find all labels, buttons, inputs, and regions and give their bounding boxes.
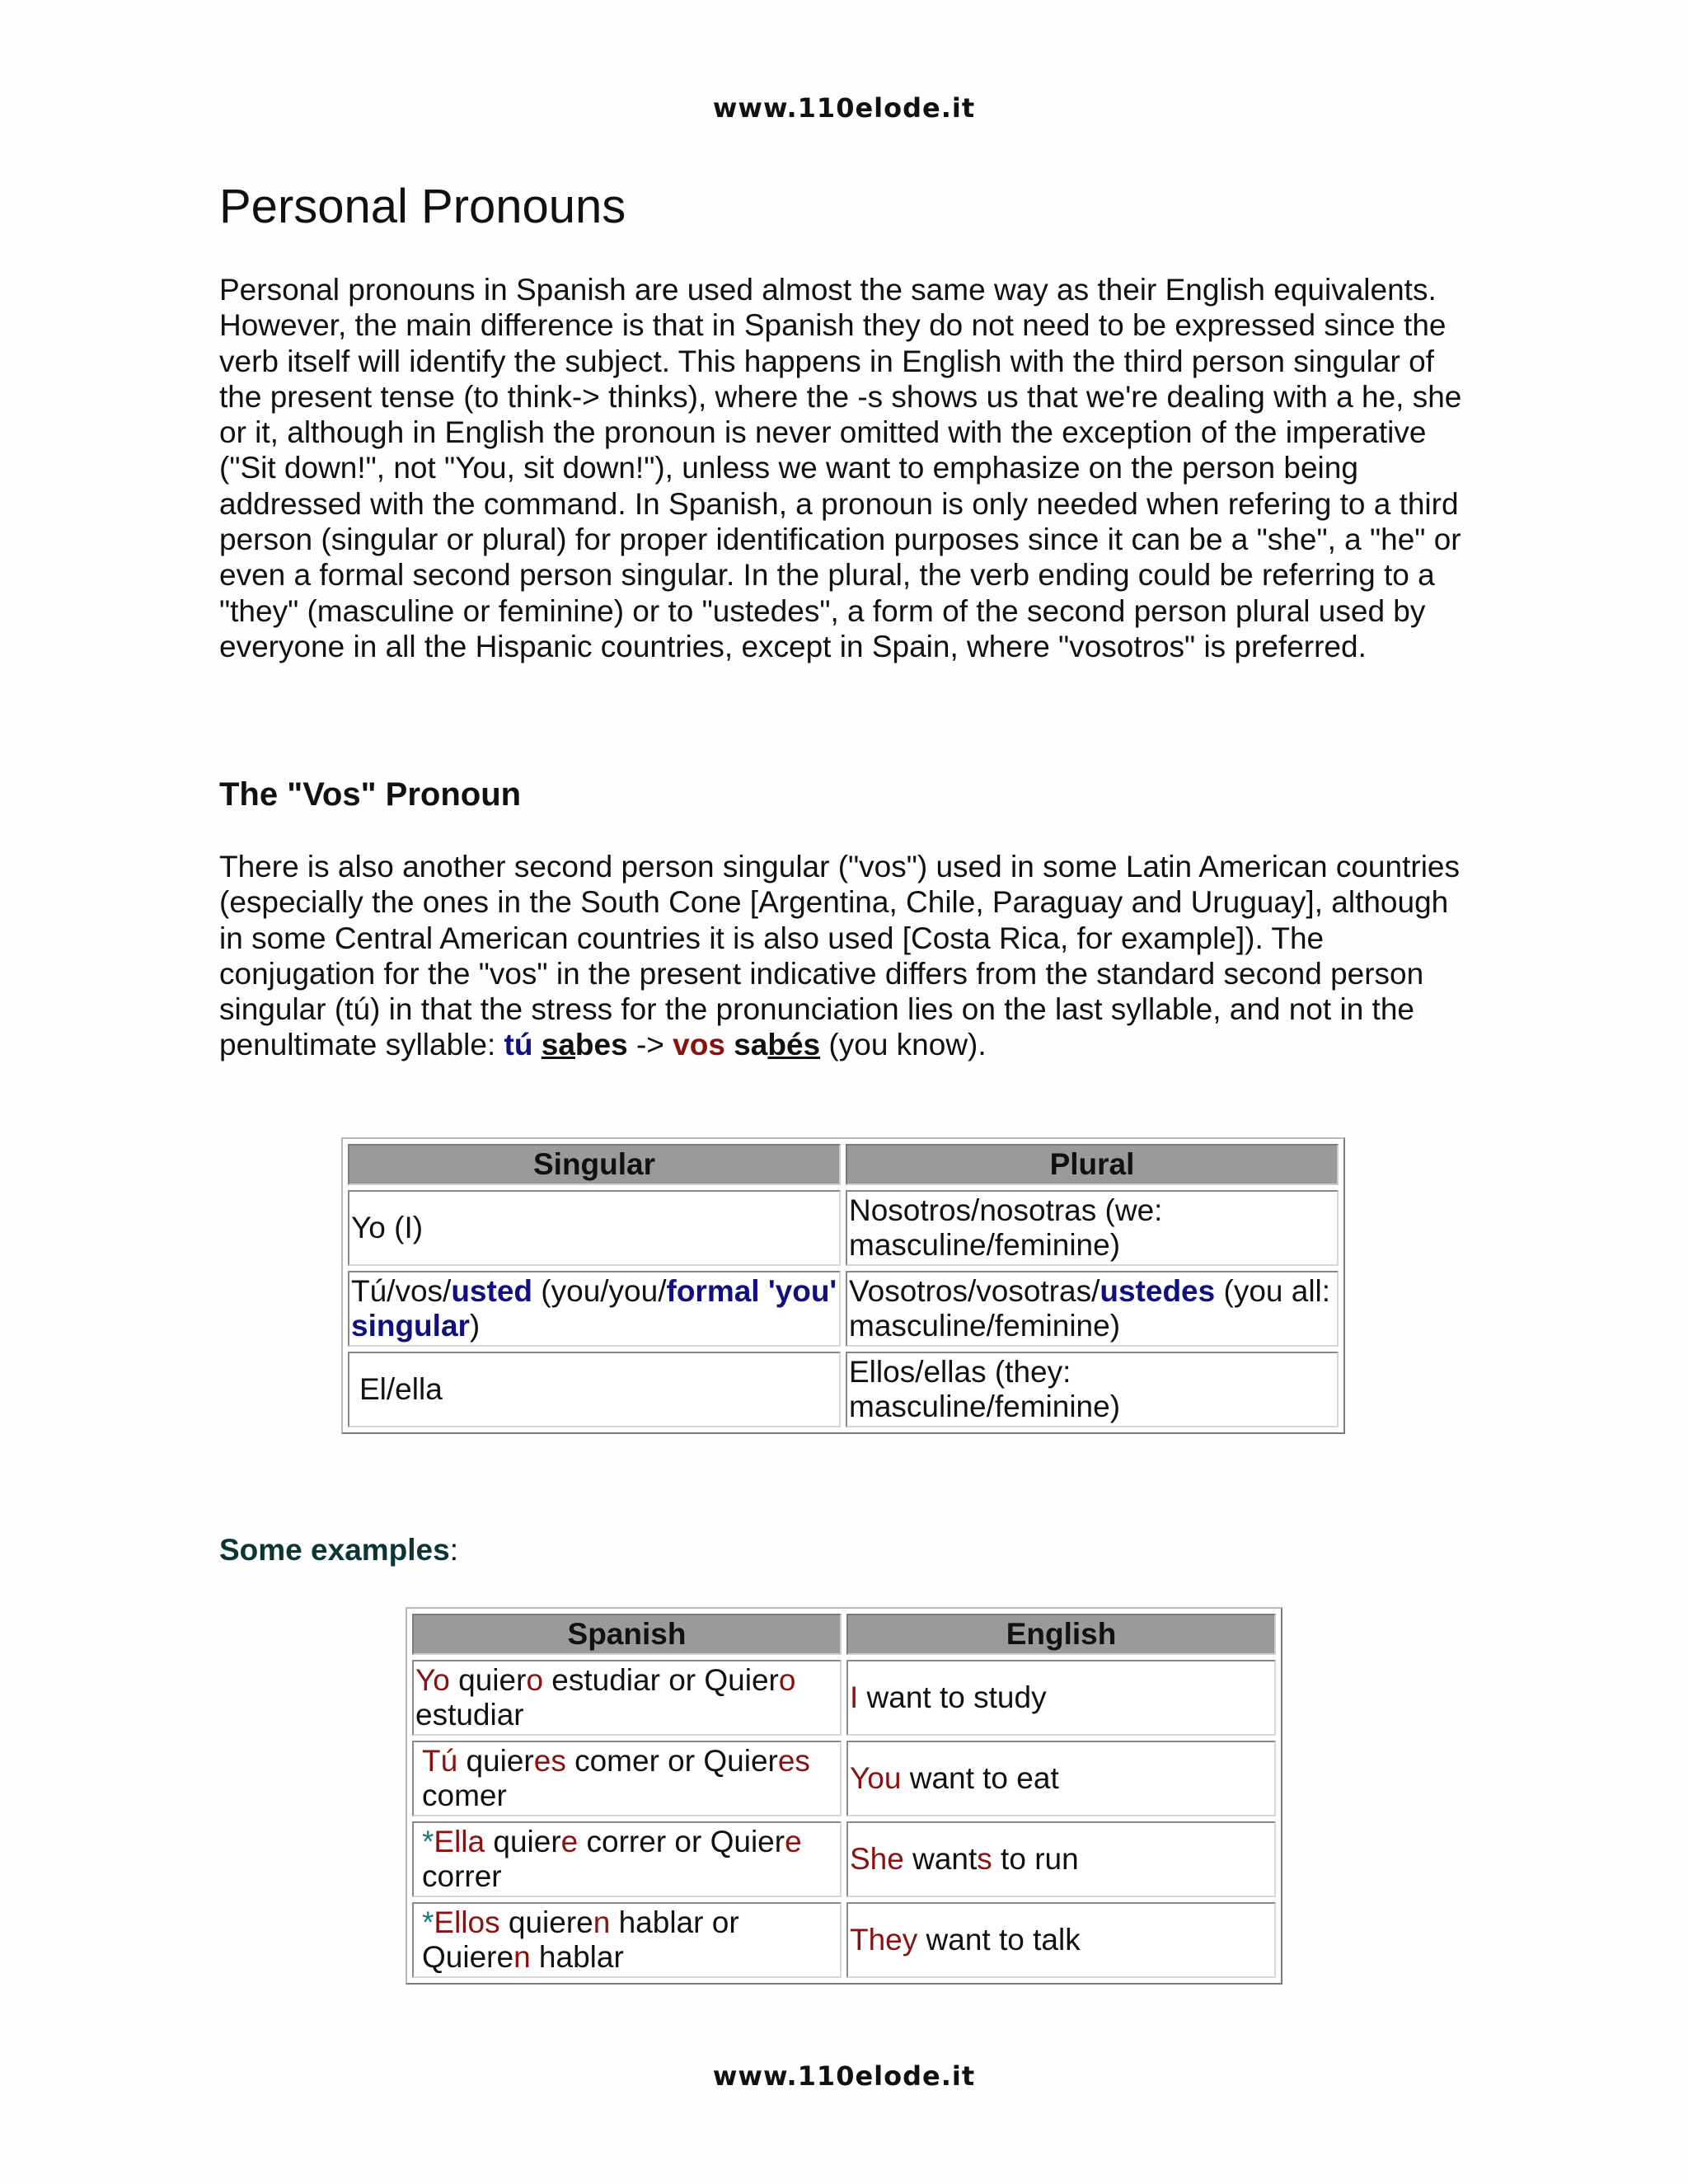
examples-title-wrap xyxy=(219,1533,1472,1568)
plural-cell: Ellos/ellas (they: masculine/feminine) xyxy=(846,1352,1339,1427)
pronoun-text: They xyxy=(850,1923,918,1957)
cell-text: (you/you/ xyxy=(532,1274,667,1308)
english-cell xyxy=(846,1902,1276,1978)
sabes-stressed-syllable: sa xyxy=(541,1028,575,1062)
pronoun-table xyxy=(341,1137,1345,1434)
sabes-vos-stressed-syllable: bés xyxy=(767,1028,821,1062)
cell-text: correr xyxy=(422,1859,502,1893)
ending-text: n xyxy=(513,1940,531,1974)
cell-text: want to study xyxy=(858,1680,1047,1714)
page-title: Personal Pronouns xyxy=(219,180,626,233)
cell-text: Vosotros/vosotras/ xyxy=(849,1274,1100,1308)
site-url-footer[interactable]: www.110elode.it xyxy=(712,2060,976,2092)
asterisk-mark: * xyxy=(422,1905,434,1939)
singular-cell: Yo (I) xyxy=(348,1190,841,1266)
english-cell xyxy=(846,1660,1276,1736)
examples-title: Some examples xyxy=(219,1533,450,1567)
cell-text: ) xyxy=(469,1309,481,1343)
plural-header: Plural xyxy=(846,1144,1339,1185)
table-row xyxy=(412,1660,1276,1736)
ending-text: es xyxy=(777,1744,810,1778)
site-url-header[interactable]: www.110elode.it xyxy=(712,92,976,124)
cell-text: quier xyxy=(485,1825,561,1858)
pronoun-text: I xyxy=(850,1680,859,1714)
plural-cell xyxy=(846,1271,1339,1347)
sabes-vos-start: sa xyxy=(734,1028,768,1062)
cell-text: want xyxy=(903,1842,978,1876)
pronoun-text: Tú xyxy=(422,1744,458,1778)
pronoun-text: You xyxy=(850,1761,902,1795)
spanish-cell xyxy=(412,1741,842,1816)
cell-text: want to eat xyxy=(901,1761,1059,1795)
pronoun-text: Yo xyxy=(415,1663,450,1697)
intro-section xyxy=(219,272,1472,664)
vos-para-tail: (you know). xyxy=(820,1028,987,1062)
pronoun-table-header xyxy=(348,1144,1339,1185)
usted-word: usted xyxy=(451,1274,533,1308)
intro-paragraph: Personal pronouns in Spanish are used almost the same way as their English equivalents. However, the main difference is that in Spanish they do not need to be expressed since the verb itself will identify the subject. This happens in English with the third person singular of the present tense (to think-> thinks), where the -s shows us that we're dealing with a he, she or it, although in English the pronoun is never omitted with the exception of the imperative ("Sit down!", not "You, sit down!"), unless we want to emphasize on the person being addressed with the command. In Spanish, a pronoun is only needed when refering to a third person (singular or plural) for proper identification purposes since it can be a "she", a "he" or even a formal second person singular. In the plural, the verb ending could be referring to a "they" (masculine or feminine) or to "ustedes", a form of the second person plural used by everyone in all the Hispanic countries, except in Spain, where "vosotros" is preferred. xyxy=(219,273,1462,663)
vos-paragraph-wrap xyxy=(219,849,1472,1063)
table-row xyxy=(412,1821,1276,1897)
formal-you-text: formal 'you' singular xyxy=(351,1274,837,1343)
cell-text: quiere xyxy=(499,1905,593,1939)
ending-text: e xyxy=(785,1825,802,1858)
cell-text: want to talk xyxy=(917,1923,1081,1957)
table-row xyxy=(412,1902,1276,1978)
ending-text: n xyxy=(593,1905,611,1939)
tu-word: tú xyxy=(504,1028,533,1062)
cell-text: (you all: masculine/feminine) xyxy=(849,1274,1331,1343)
page-body xyxy=(219,180,1472,233)
spanish-cell xyxy=(412,1821,842,1897)
sabes-rest: bes xyxy=(574,1028,628,1062)
cell-text: Tú/vos/ xyxy=(351,1274,452,1308)
ending-text: s xyxy=(977,1842,992,1876)
pronoun-text: She xyxy=(850,1842,904,1876)
plural-cell: Nosotros/nosotras (we: masculine/feminine) xyxy=(846,1190,1339,1266)
pronoun-text: Ella xyxy=(434,1825,485,1858)
table-row xyxy=(348,1190,1339,1266)
cell-text: to run xyxy=(992,1842,1079,1876)
cell-text: quier xyxy=(449,1663,527,1697)
english-header: English xyxy=(846,1614,1276,1655)
cell-text: comer or Quier xyxy=(565,1744,778,1778)
table-row xyxy=(348,1352,1339,1427)
vos-section xyxy=(219,778,1472,811)
arrow-text: -> xyxy=(627,1028,673,1062)
cell-text: correr or Quier xyxy=(578,1825,785,1858)
ending-text: es xyxy=(533,1744,566,1778)
singular-header: Singular xyxy=(348,1144,841,1185)
vos-word: vos xyxy=(673,1028,725,1062)
cell-text: comer xyxy=(422,1779,507,1812)
spanish-cell xyxy=(412,1902,842,1978)
table-row xyxy=(348,1271,1339,1347)
examples-colon: : xyxy=(449,1533,458,1567)
cell-text: hablar xyxy=(530,1940,624,1974)
singular-cell: El/ella xyxy=(348,1352,841,1427)
asterisk-mark: * xyxy=(422,1825,434,1858)
vos-paragraph xyxy=(219,849,1472,1063)
examples-table-header xyxy=(412,1614,1276,1655)
ending-text: e xyxy=(560,1825,579,1858)
cell-text: estudiar xyxy=(415,1698,524,1732)
cell-text: hablar or Quiere xyxy=(422,1905,739,1974)
ending-text: o xyxy=(778,1663,796,1697)
vos-heading: The "Vos" Pronoun xyxy=(219,776,522,813)
english-cell xyxy=(846,1821,1276,1897)
cell-text: estudiar or Quier xyxy=(543,1663,779,1697)
spanish-cell xyxy=(412,1660,842,1736)
spanish-header: Spanish xyxy=(412,1614,842,1655)
pronoun-text: Ellos xyxy=(434,1905,500,1939)
examples-table xyxy=(406,1607,1282,1985)
table-row xyxy=(412,1741,1276,1816)
ending-text: o xyxy=(526,1663,544,1697)
vos-para-lead: There is also another second person singular ("vos") used in some Latin American countries (especially the ones in the South Cone [Argentina, Chile, Paraguay and Uruguay], although in some Central American countries it is also used [Costa Rica, for example]). The conjugation for the "vos" in the present indicative differs from the standard second person singular (tú) in that the stress for the pronunciation lies on the last syllable, and not in the penultimate syllable: xyxy=(219,850,1460,1062)
english-cell xyxy=(846,1741,1276,1816)
singular-cell xyxy=(348,1271,841,1347)
cell-text: quier xyxy=(457,1744,534,1778)
ustedes-word: ustedes xyxy=(1100,1274,1216,1308)
